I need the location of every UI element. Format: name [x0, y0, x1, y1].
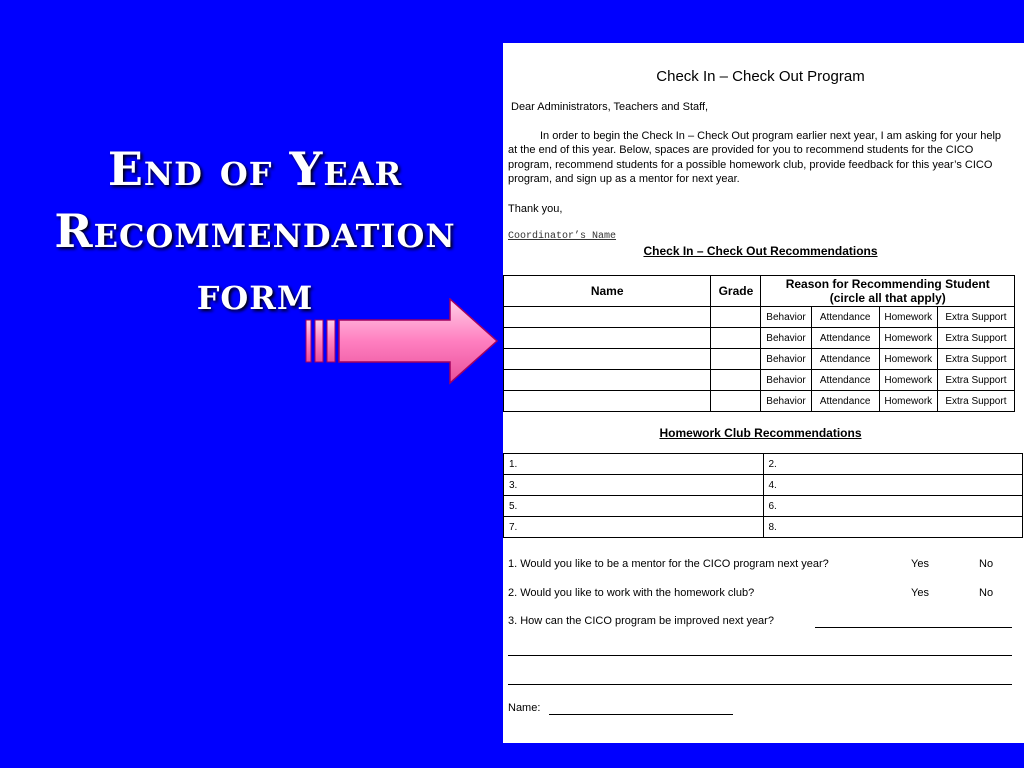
homework-club-entry[interactable]: 7. — [504, 517, 764, 538]
recommendation-row — [504, 307, 1015, 328]
reason-option[interactable]: Behavior — [761, 391, 811, 412]
homework-club-entry[interactable]: 1. — [504, 454, 764, 475]
homework-club-entry[interactable]: 4. — [763, 475, 1023, 496]
improvement-answer-line-2[interactable] — [508, 655, 1012, 656]
reason-option[interactable]: Homework — [879, 391, 937, 412]
reason-option[interactable]: Extra Support — [937, 370, 1014, 391]
recommendation-row — [504, 349, 1015, 370]
homework-club-row — [504, 517, 1023, 538]
intro-paragraph: In order to begin the Check In – Check Out program earlier next year, I am asking for your help at the end of this year. Below, spaces are provided for you to recommend students for the CICO program, recommend students for a possible homework club, provide feedback for this year’s CICO program, and sign up as a mentor for next year. — [508, 130, 1002, 186]
recommendation-document — [503, 43, 1024, 743]
recommendation-row — [504, 328, 1015, 349]
question-homework-club: 2. Would you like to work with the homework club? — [508, 587, 755, 599]
header-reason — [761, 276, 1015, 307]
improvement-answer-line-1[interactable] — [815, 627, 1012, 628]
reason-option[interactable]: Homework — [879, 349, 937, 370]
grade-cell[interactable] — [711, 391, 761, 412]
grade-cell[interactable] — [711, 349, 761, 370]
improvement-answer-line-3[interactable] — [508, 684, 1012, 685]
recommendation-row — [504, 370, 1015, 391]
header-name: Name — [504, 276, 711, 307]
reason-option[interactable]: Extra Support — [937, 307, 1014, 328]
homework-club-entry[interactable]: 6. — [763, 496, 1023, 517]
question-mentor: 1. Would you like to be a mentor for the CICO program next year? — [508, 558, 829, 570]
mentor-yes-option[interactable]: Yes — [911, 558, 929, 570]
grade-cell[interactable] — [711, 328, 761, 349]
homework-club-entry[interactable]: 8. — [763, 517, 1023, 538]
homework-club-row — [504, 475, 1023, 496]
reason-option[interactable]: Behavior — [761, 328, 811, 349]
reason-option[interactable]: Behavior — [761, 349, 811, 370]
header-grade: Grade — [711, 276, 761, 307]
reason-option[interactable]: Attendance — [811, 349, 879, 370]
reason-option[interactable]: Behavior — [761, 370, 811, 391]
reason-option[interactable]: Extra Support — [937, 349, 1014, 370]
reason-option[interactable]: Extra Support — [937, 391, 1014, 412]
reason-option[interactable]: Homework — [879, 370, 937, 391]
reason-option[interactable]: Homework — [879, 307, 937, 328]
cico-recommendations-table — [503, 275, 1015, 412]
header-reason-title: Reason for Recommending Student — [785, 277, 990, 291]
homework-no-option[interactable]: No — [979, 587, 994, 599]
homework-club-row — [504, 496, 1023, 517]
reason-option[interactable]: Attendance — [811, 328, 879, 349]
homework-club-entry[interactable]: 5. — [504, 496, 764, 517]
homework-yes-option[interactable]: Yes — [911, 587, 929, 599]
student-name-cell[interactable] — [504, 349, 711, 370]
student-name-cell[interactable] — [504, 391, 711, 412]
student-name-cell[interactable] — [504, 328, 711, 349]
student-name-cell[interactable] — [504, 307, 711, 328]
recommendation-row — [504, 391, 1015, 412]
reason-option[interactable]: Attendance — [811, 370, 879, 391]
question-improvement: 3. How can the CICO program be improved next year? — [508, 615, 774, 627]
closing: Thank you, — [508, 203, 563, 215]
reason-option[interactable]: Behavior — [761, 307, 811, 328]
name-answer-line[interactable] — [549, 714, 733, 715]
student-name-cell[interactable] — [504, 370, 711, 391]
right-arrow-icon — [305, 298, 500, 388]
grade-cell[interactable] — [711, 307, 761, 328]
reason-option[interactable]: Attendance — [811, 391, 879, 412]
name-label: Name: — [508, 702, 541, 714]
homework-club-entry[interactable]: 3. — [504, 475, 764, 496]
slide-title: End of Year Recommendation form — [54, 142, 456, 320]
reason-option[interactable]: Homework — [879, 328, 937, 349]
document-title: Check In – Check Out Program — [656, 68, 865, 85]
cico-recommendations-title: Check In – Check Out Recommendations — [643, 244, 878, 258]
homework-club-title: Homework Club Recommendations — [659, 426, 862, 440]
reason-option[interactable]: Extra Support — [937, 328, 1014, 349]
greeting: Dear Administrators, Teachers and Staff, — [511, 101, 709, 113]
header-reason-sub: (circle all that apply) — [829, 291, 946, 305]
homework-club-table — [503, 453, 1023, 538]
homework-club-entry[interactable]: 2. — [763, 454, 1023, 475]
grade-cell[interactable] — [711, 370, 761, 391]
coordinator-name: Coordinator’s Name — [508, 231, 617, 242]
reason-option[interactable]: Attendance — [811, 307, 879, 328]
mentor-no-option[interactable]: No — [979, 558, 994, 570]
homework-club-row — [504, 454, 1023, 475]
